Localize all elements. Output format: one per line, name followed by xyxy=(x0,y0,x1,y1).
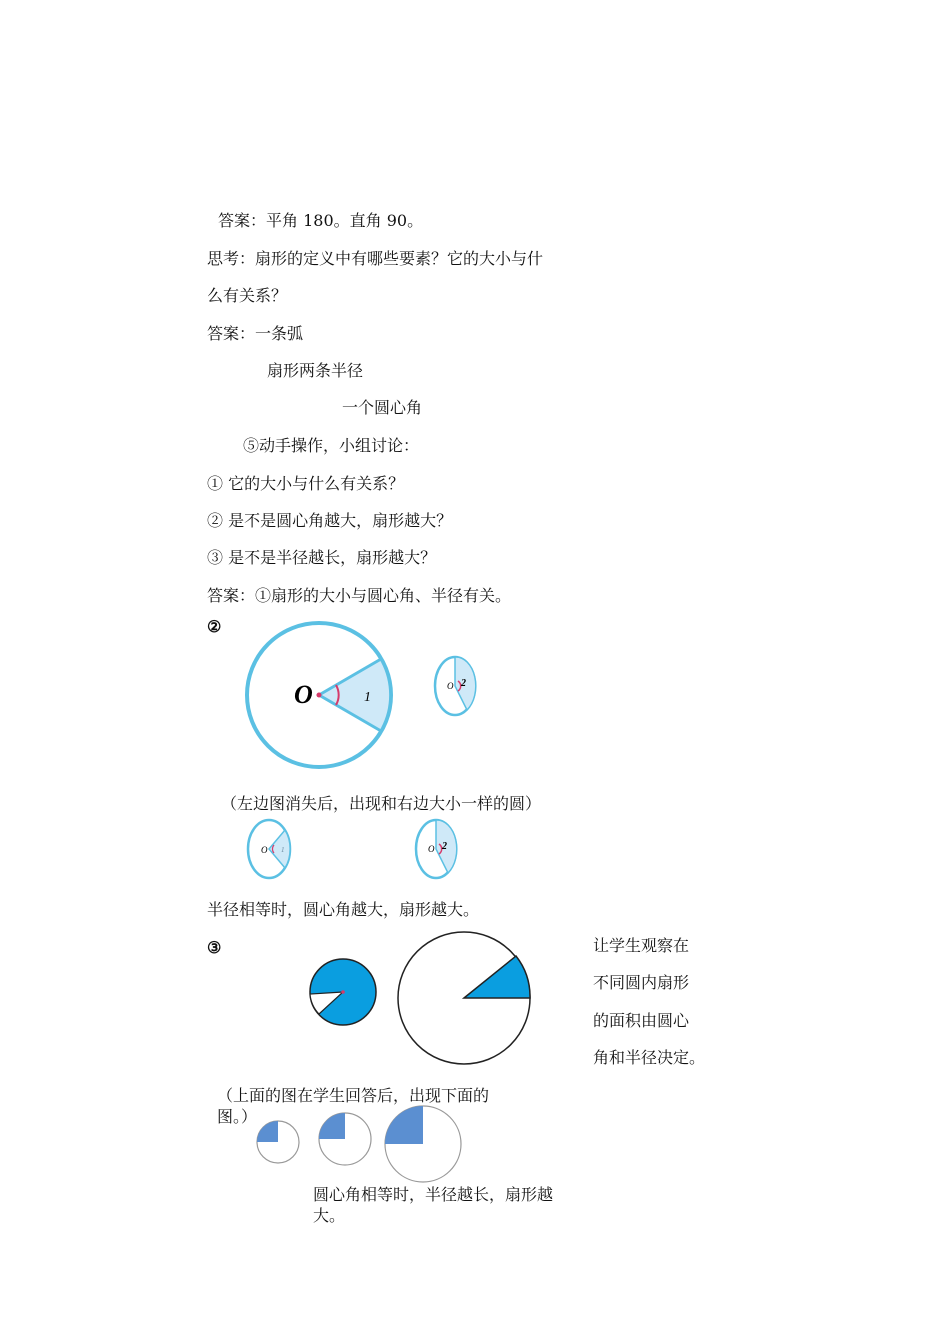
conclusion-equal-angle-2: 大。 xyxy=(313,1206,346,1225)
note-after-answer-2: 图。） xyxy=(217,1107,258,1126)
answer-radii: 扇形两条半径 xyxy=(267,361,364,380)
think-question-line1: 思考：扇形的定义中有哪些要素？它的大小与什 xyxy=(207,249,544,268)
note-left-disappears: （左边图消失后，出现和右边大小一样的圆） xyxy=(221,794,542,813)
svg-text:O: O xyxy=(261,845,268,855)
side-note-2: 不同圆内扇形 xyxy=(593,973,690,992)
large-white-circle xyxy=(396,932,532,1066)
question-2: ② 是不是圆心角越大，扇形越大？ xyxy=(207,511,453,530)
svg-text:O: O xyxy=(447,681,454,691)
answer-factors: 答案：①扇形的大小与圆心角、半径有关。 xyxy=(207,586,512,605)
quarter-sector-circle-medium xyxy=(317,1111,373,1167)
svg-text:2: 2 xyxy=(461,678,466,689)
think-question-line2: 么有关系？ xyxy=(207,286,288,305)
center-label: O xyxy=(294,680,313,709)
small-circle-sector-2-copy xyxy=(414,818,462,882)
question-1: ① 它的大小与什么有关系？ xyxy=(207,474,405,493)
answer-angles: 答案：平角 180。直角 90。 xyxy=(218,211,424,230)
mark-3: ③ xyxy=(207,938,222,957)
conclusion-equal-radius: 半径相等时，圆心角越大，扇形越大。 xyxy=(207,900,480,919)
mark-2: ② xyxy=(207,617,222,636)
small-circle-sector-1 xyxy=(246,818,294,880)
small-circle-sector-2 xyxy=(433,655,479,719)
operation-heading: ⑤动手操作，小组讨论： xyxy=(243,436,420,455)
answer-arc: 答案：一条弧 xyxy=(207,324,304,343)
side-note-4: 角和半径决定。 xyxy=(593,1048,706,1067)
question-3: ③ 是不是半径越长，扇形越大？ xyxy=(207,548,437,567)
svg-text:O: O xyxy=(428,844,435,854)
note-after-answer-1: （上面的图在学生回答后，出现下面的 xyxy=(217,1086,490,1105)
side-note-1: 让学生观察在 xyxy=(593,936,690,955)
conclusion-equal-angle-1: 圆心角相等时，半径越长，扇形越 xyxy=(313,1185,554,1204)
center-dot xyxy=(317,693,322,698)
answer-central-angle: 一个圆心角 xyxy=(342,398,423,417)
quarter-sector-circle-small xyxy=(255,1119,301,1165)
large-circle-figure xyxy=(246,617,396,775)
quarter-sector-circle-large xyxy=(383,1104,463,1184)
svg-text:2: 2 xyxy=(442,841,447,852)
sector-1-label: 1 xyxy=(364,690,371,705)
small-blue-sector-circle xyxy=(307,956,379,1028)
svg-text:1: 1 xyxy=(281,846,285,854)
side-note-3: 的面积由圆心 xyxy=(593,1011,690,1030)
